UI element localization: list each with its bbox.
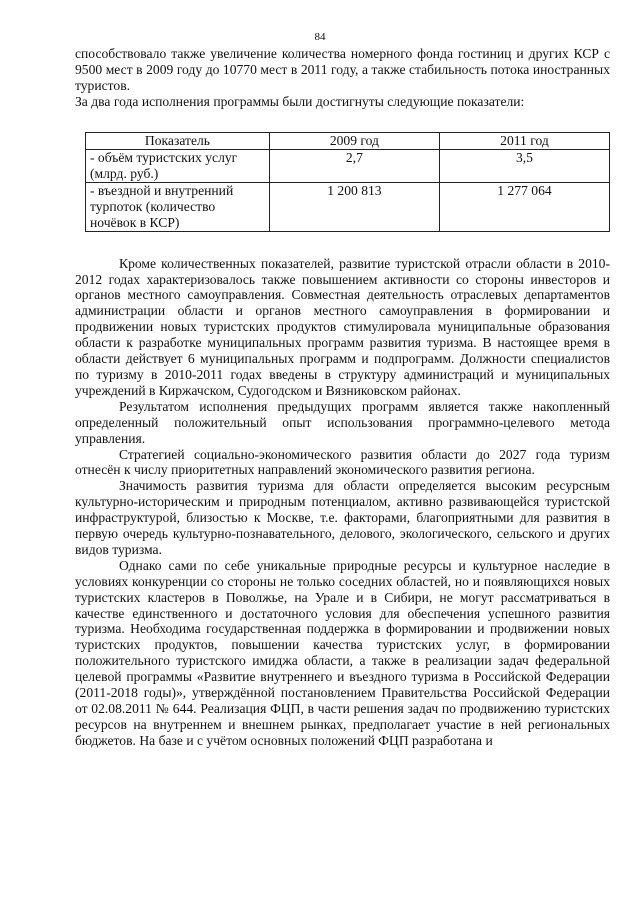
- paragraph: Кроме количественных показателей, развитие туристской отрасли области в 2010-2012 годах характеризовалось также повышением активности со стороны инвесторов и органов местного самоуправления. Совместная деятельность отраслевых департаментов администрации области и органов местного самоуправления в формировании и продвижении новых туристских продуктов стимулировала муниципальные образования области к разработке муниципальных программ развития туризма. В настоящее время в области действует 6 муниципальных программ и подпрограмм. Должности специалистов по туризму в 2010-2011 годах введены в структуру администраций и муниципальных учреждений в Киржачском, Судогодском и Вязниковском районах.: [75, 255, 610, 398]
- indicators-table: [85, 132, 610, 232]
- table-header-cell: 2009 год: [269, 132, 439, 149]
- table-row: [86, 149, 610, 182]
- body-text: [75, 46, 610, 749]
- table-cell: - объём туристских услуг (млрд. руб.): [86, 149, 270, 182]
- paragraph: Значимость развития туризма для области определяется высоким ресурсным культурно-историческим и природным потенциалом, активно развивающейся туристской инфраструктурой, близостью к Москве, т.е. факторами, благоприятными для развития в первую очередь культурно-познавательного, делового, экологического, сельского и других видов туризма.: [75, 478, 610, 557]
- table-header-cell: Показатель: [86, 132, 270, 149]
- table-row: [86, 182, 610, 231]
- table-header-cell: 2011 год: [439, 132, 609, 149]
- table-cell: - въездной и внутренний турпоток (количество ночёвок в КСР): [86, 182, 270, 231]
- paragraph: Результатом исполнения предыдущих программ является также накопленный определенный положительный опыт использования программно-целевого метода управления.: [75, 398, 610, 446]
- table-cell: 1 200 813: [269, 182, 439, 231]
- paragraph: Однако сами по себе уникальные природные ресурсы и культурное наследие в условиях конкуренции со стороны не только соседних областей, но и появляющихся новых туристских кластеров в Поволжье, на Урале и в Сибири, не могут рассматриваться в качестве единственного и достаточного условия для обеспечения успешного развития туризма. Необходима государственная поддержка в формировании и продвижении новых туристских продуктов, повышении качества туристских услуг, в формировании положительного туристского имиджа области, а также в реализации задач федеральной целевой программы «Развитие внутреннего и въездного туризма в Российской Федерации (2011-2018 годы)», утверждённой постановлением Правительства Российской Федерации от 02.08.2011 № 644. Реализация ФЦП, в части решения задач по продвижению туристских ресурсов на внутреннем и внешнем рынках, предполагает участие в ней региональных бюджетов. На базе и с учётом основных положений ФЦП разработана и: [75, 557, 610, 748]
- intro-paragraph: способствовало также увеличение количества номерного фонда гостиниц и других КСР с 9500 мест в 2009 году до 10770 мест в 2011 году, а также стабильность потока иностранных туристов.: [75, 46, 610, 93]
- table-cell: 3,5: [439, 149, 609, 182]
- table-cell: 2,7: [269, 149, 439, 182]
- table-cell: 1 277 064: [439, 182, 609, 231]
- page-number: 84: [314, 31, 326, 43]
- paragraph: Стратегией социально-экономического развития области до 2027 года туризм отнесён к числу приоритетных направлений экономического развития региона.: [75, 446, 610, 478]
- table-header-row: [86, 132, 610, 149]
- table-intro-paragraph: За два года исполнения программы были достигнуты следующие показатели:: [75, 93, 525, 109]
